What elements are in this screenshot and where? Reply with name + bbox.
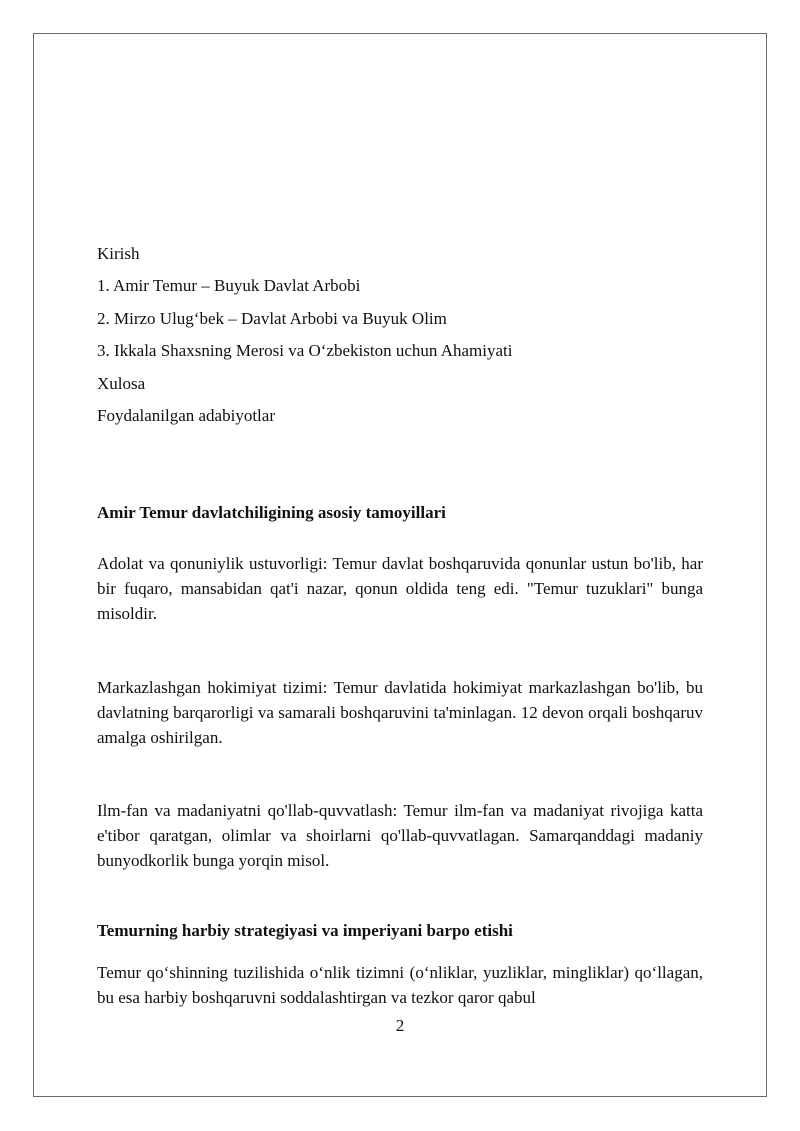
- toc-item-legacy: 3. Ikkala Shaxsning Merosi va O‘zbekiston uchun Ahamiyati: [97, 341, 513, 361]
- paragraph-centralized-power: Markazlashgan hokimiyat tizimi: Temur davlatida hokimiyat markazlashgan bo'lib, bu davlatning barqarorligi va samarali boshqaruvini ta'minlagan. 12 devon orqali boshqaruv amalga oshirilgan.: [97, 678, 703, 747]
- table-of-contents: [97, 244, 703, 438]
- toc-item-introduction: Kirish: [97, 244, 140, 263]
- paragraph-military-structure: Temur qo‘shinning tuzilishida o‘nlik tizimni (o‘nliklar, yuzliklar, mingliklar) qo‘llagan, bu esa harbiy boshqaruvni soddalashtirgan va tezkor qaror qabul: [97, 963, 703, 1007]
- page-number: 2: [395, 1016, 405, 1035]
- section-heading-principles: Amir Temur davlatchiligining asosiy tamoyillari: [97, 503, 446, 522]
- toc-item-mirzo-ulugbek: 2. Mirzo Ulug‘bek – Davlat Arbobi va Buyuk Olim: [97, 308, 447, 328]
- toc-item-conclusion: Xulosa: [97, 373, 146, 393]
- toc-item-amir-temur: 1. Amir Temur – Buyuk Davlat Arbobi: [97, 276, 361, 296]
- paragraph-science-culture: Ilm-fan va madaniyatni qo'llab-quvvatlash: Temur ilm-fan va madaniyat rivojiga katta e'tibor qaratgan, olimlar va shoirlarni qo'llab-quvvatlagan. Samarqanddagi madaniy bunyodkorlik bunga yorqin misol.: [97, 801, 703, 870]
- section-heading-military: Temurning harbiy strategiyasi va imperiyani barpo etishi: [97, 921, 513, 940]
- paragraph-justice: Adolat va qonuniylik ustuvorligi: Temur davlat boshqaruvida qonunlar ustun bo'lib, har bir fuqaro, mansabidan qat'i nazar, qonun oldida teng edi. "Temur tuzuklari" bunga misoldir.: [97, 554, 703, 623]
- toc-item-references: Foydalanilgan adabiyotlar: [97, 405, 275, 425]
